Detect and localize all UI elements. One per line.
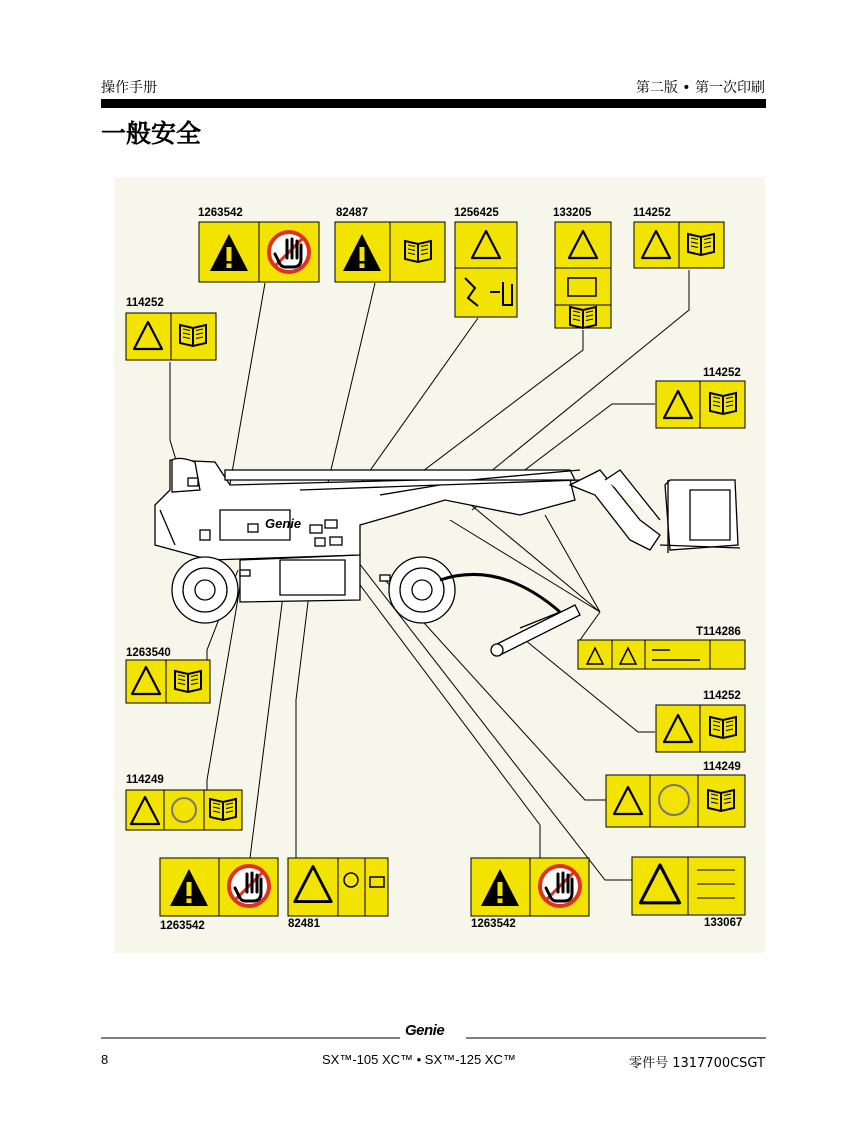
page-number: 8 — [101, 1052, 109, 1067]
decal-label: 114249 — [703, 761, 741, 773]
footer-logo: Genie — [405, 1022, 445, 1039]
decal-label: 82481 — [288, 918, 320, 930]
decal-label: 133205 — [553, 207, 592, 219]
footer-part-number: 零件号 1317700CSGT — [629, 1056, 765, 1071]
decal-label: 114252 — [126, 297, 164, 309]
decal-label: 1263542 — [471, 918, 516, 930]
decal-label: 1263542 — [198, 207, 243, 219]
decal-label: 114249 — [126, 774, 164, 786]
decal-label: 114252 — [703, 367, 741, 379]
header-left: 操作手册 — [101, 80, 157, 96]
page-title: 一般安全 — [101, 119, 202, 148]
footer-model: SX™-105 XC™ • SX™-125 XC™ — [322, 1052, 516, 1067]
decal-label: 114252 — [633, 207, 671, 219]
decal-label: 1256425 — [454, 207, 499, 219]
header-right: 第二版 • 第一次印刷 — [635, 80, 765, 96]
decal-label: 133067 — [704, 917, 743, 929]
decal-label: 1263540 — [126, 647, 171, 659]
machine-brand-logo: Genie — [265, 516, 302, 531]
decal-label: 82487 — [336, 207, 368, 219]
decal-label: 114252 — [703, 690, 741, 702]
decal-label: T114286 — [696, 626, 741, 638]
decal-label: 1263542 — [160, 920, 205, 932]
